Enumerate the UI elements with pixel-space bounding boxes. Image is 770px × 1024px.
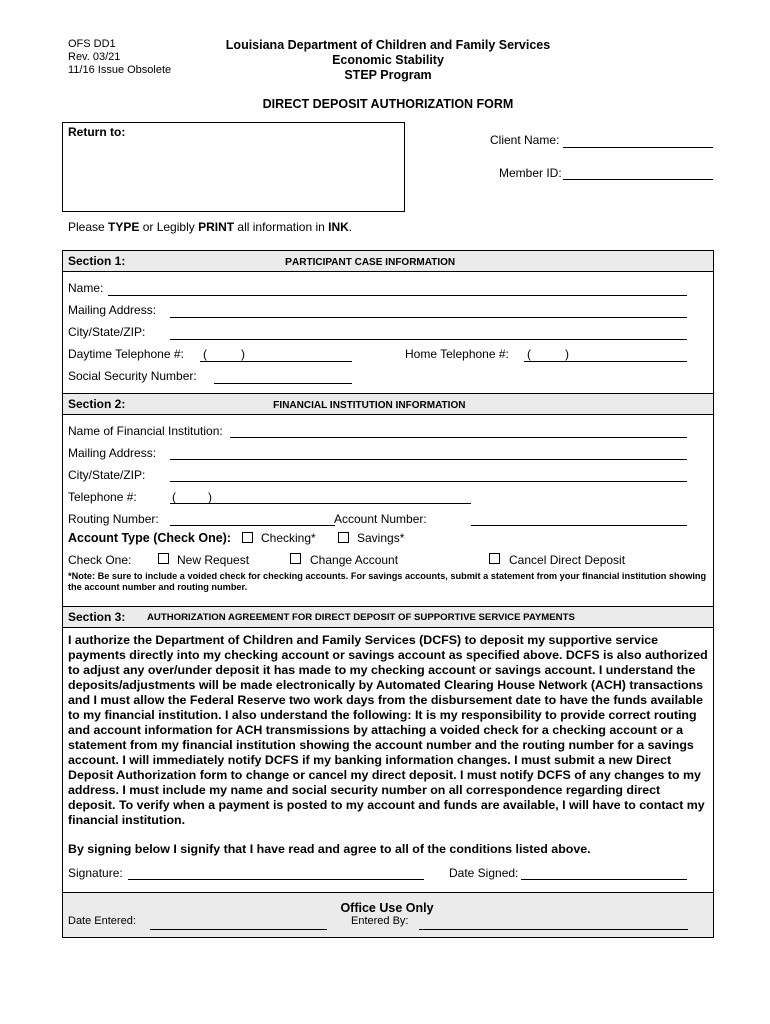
s2-inst-name-field[interactable] [230, 437, 687, 438]
date-entered-field[interactable] [150, 929, 327, 930]
member-id-field[interactable] [563, 179, 713, 180]
date-signed-label: Date Signed: [449, 866, 519, 880]
s1-day-phone-paren-close: ) [241, 347, 245, 361]
section-2-title: FINANCIAL INSTITUTION INFORMATION [273, 399, 466, 411]
s1-name-field[interactable] [108, 295, 687, 296]
s2-city-field[interactable] [170, 481, 687, 482]
s1-ssn-label: Social Security Number: [68, 369, 197, 383]
s1-mailing-label: Mailing Address: [68, 303, 157, 317]
s1-mailing-field[interactable] [170, 317, 687, 318]
cancel-deposit-label: Cancel Direct Deposit [509, 553, 626, 567]
program-name: STEP Program [344, 68, 432, 82]
signature-label: Signature: [68, 866, 123, 880]
section-1-label: Section 1: [68, 254, 126, 268]
new-request-label: New Request [177, 553, 250, 567]
savings-checkbox[interactable] [338, 532, 349, 543]
s2-mailing-label: Mailing Address: [68, 446, 157, 460]
section-3-label: Section 3: [68, 610, 126, 624]
savings-label: Savings* [357, 531, 405, 545]
s2-city-label: City/State/ZIP: [68, 468, 146, 482]
s2-acct-type-label: Account Type (Check One): [68, 531, 231, 545]
form-title: DIRECT DEPOSIT AUTHORIZATION FORM [262, 97, 514, 111]
date-signed-field[interactable] [521, 879, 687, 880]
section-1-header [62, 250, 714, 272]
office-use-title: Office Use Only [340, 901, 434, 915]
s2-phone-paren-open: ( [172, 490, 176, 504]
entered-by-field[interactable] [419, 929, 688, 930]
section-1-title: PARTICIPANT CASE INFORMATION [285, 256, 456, 268]
s1-day-phone-field[interactable] [200, 361, 352, 362]
s2-mailing-field[interactable] [170, 459, 687, 460]
s2-check-one-label: Check One: [68, 553, 132, 567]
cancel-deposit-checkbox[interactable] [489, 553, 500, 564]
s1-city-label: City/State/ZIP: [68, 325, 146, 339]
s2-phone-label: Telephone #: [68, 490, 137, 504]
return-to-box[interactable] [62, 122, 405, 212]
s1-day-phone-paren-open: ( [203, 347, 207, 361]
division-name: Economic Stability [332, 53, 444, 67]
s2-note: *Note: Be sure to include a voided check for checking accounts. For savings accounts, submit a statement from your financial institution showing the account number and routing number. [68, 571, 707, 592]
office-use-box [62, 892, 714, 938]
checking-label: Checking* [261, 531, 316, 545]
s2-account-field[interactable] [471, 525, 687, 526]
agency-name: Louisiana Department of Children and Family Services [225, 38, 551, 52]
section-2-label: Section 2: [68, 397, 126, 411]
obsolete-note: 11/16 Issue Obsolete [68, 64, 172, 76]
section-2-header [62, 393, 714, 415]
change-account-label: Change Account [310, 553, 399, 567]
s1-city-field[interactable] [170, 339, 687, 340]
s1-name-label: Name: [68, 281, 104, 295]
s1-home-phone-paren-open: ( [527, 347, 531, 361]
attest-statement: By signing below I signify that I have read and agree to all of the conditions listed above. [68, 842, 591, 856]
form-id: OFS DD1 [68, 38, 116, 50]
s2-inst-name-label: Name of Financial Institution: [68, 424, 223, 438]
section-3-title: AUTHORIZATION AGREEMENT FOR DIRECT DEPOSIT OF SUPPORTIVE SERVICE PAYMENTS [147, 612, 575, 623]
section-3-header [62, 606, 714, 628]
revision: Rev. 03/21 [68, 51, 121, 63]
signature-field[interactable] [128, 879, 424, 880]
s2-routing-label: Routing Number: [68, 512, 159, 526]
date-entered-label: Date Entered: [68, 915, 136, 927]
s1-ssn-field[interactable] [214, 383, 352, 384]
s2-phone-paren-close: ) [208, 490, 212, 504]
s1-home-phone-paren-close: ) [565, 347, 569, 361]
client-name-field[interactable] [563, 147, 713, 148]
s1-home-phone-field[interactable] [524, 361, 687, 362]
change-account-checkbox[interactable] [290, 553, 301, 564]
client-name-label: Client Name: [490, 133, 560, 147]
checking-checkbox[interactable] [242, 532, 253, 543]
s2-routing-field[interactable] [170, 525, 335, 526]
member-id-label: Member ID: [499, 166, 562, 180]
entered-by-label: Entered By: [351, 915, 409, 927]
instructions: Please TYPE or Legibly PRINT all information in INK. [68, 220, 353, 234]
s1-home-phone-label: Home Telephone #: [405, 347, 509, 361]
return-to-label: Return to: [68, 125, 126, 139]
authorization-paragraph: I authorize the Department of Children and Family Services (DCFS) to deposit my supportive service payments directly into my checking account or savings account as specified above. DCFS is also authorized to adjust any over/under deposit it has made to my checking account or savings account. I understand the deposits/adjustments will be made electronically by Automated Clearing House Network (ACH) transactions and I must allow the Federal Reserve two work days from the disbursement date to have the funds available to my financial institution. I also understand the following: It is my responsibility to provide correct routing and account information for ACH transmissions by attaching a voided check for a checking account or a statement from my financial institution showing the account number and the routing number for a savings account. I will immediately notify DCFS if my banking information changes. I must submit a new Direct Deposit Authorization form to change or cancel my direct deposit. I must notify DCFS of any changes to my address. I must include my name and social security number on all correspondence regarding direct deposit. To verify when a payment is posted to my account and funds are available, I will have to contact my financial institution. [68, 633, 708, 827]
s1-day-phone-label: Daytime Telephone #: [68, 347, 184, 361]
s2-account-label: Account Number: [334, 512, 427, 526]
s2-phone-field[interactable] [170, 503, 471, 504]
new-request-checkbox[interactable] [158, 553, 169, 564]
